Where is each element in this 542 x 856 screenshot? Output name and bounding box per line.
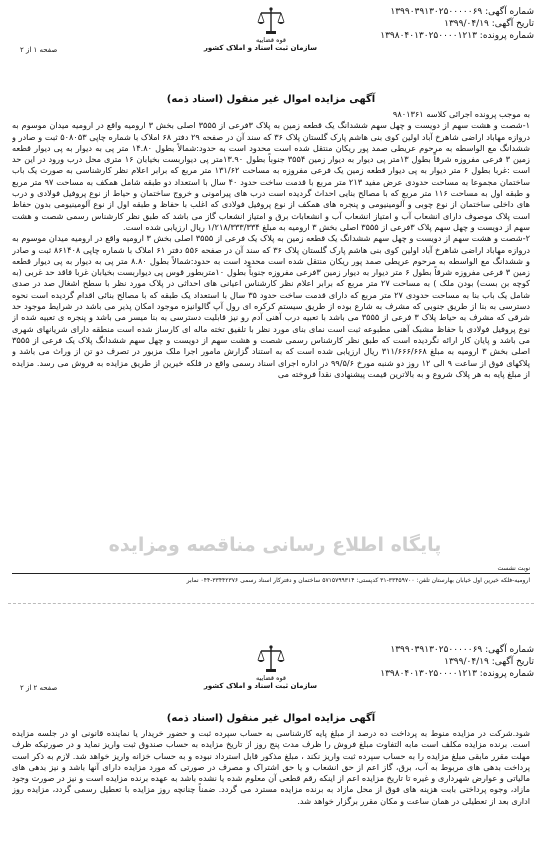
judiciary-logo xyxy=(203,6,317,53)
notice-body xyxy=(12,109,530,557)
notice-title: آگهی مزایده اموال غیر منقول (اسناد ذمه) xyxy=(166,713,376,724)
scales-of-justice-icon xyxy=(256,6,286,36)
judiciary-logo xyxy=(203,644,317,691)
notice-meta xyxy=(349,644,534,680)
case-reference: به موجب پرونده اجرائی کلاسه ۹۸۰۱۳۶۱ xyxy=(392,109,530,119)
case-number: شماره پرونده: ۱۳۹۸۰۴۰۱۳۰۲۵۰۰۰۰۱۲۱۳ xyxy=(380,31,534,41)
footer-address: ارومیه-فلکه خیرین اول خیابان بهارستان تلفن: ۳۳۴۵۹۷۰۰-۳۱ کدپستی: ۵۷۱۵۷۹۹۳۱۴ ساختمان و دفترکار اسناد رسمی ۳۳۴۴۲۳۷۶-۰۴۴ نمابر xyxy=(186,577,530,584)
notice-date: تاریخ آگهی: ۱۳۹۹/۰۴/۱۹ xyxy=(444,657,534,667)
page-number: صفحه ۱ از ۲ xyxy=(20,46,58,54)
auction-terms: شود.شرکت در مزایده منوط به پرداخت ده درصد از مبلغ پایه کارشناسی به حساب سپرده ثبت و حضور خریدار یا نماینده قانونی او در جلسه مزایده است. برنده مزایده مکلف است مابه التفاوت مبلغ فروش را ظرف مدت پنج روز از تاریخ مزایده به حساب صندوق ثبت واریز نماید و در صورتیکه ظرف مهلت مقرر مابقی مبلغ مزایده را به حساب سپرده ثبت واریز نکند ، مبلغ مذکور قابل استرداد نبوده و به حساب خزانه واریز خواهد شد. لازم به ذکر است پرداخت بدهی های مربوط به آب، برق، گاز اعم از حق انشعاب و یا حق اشتراک و مصرف در صورتی که مورد مزایده دارای آنها باشد و نیز بدهی های مالیاتی و عوارض شهرداری و غیره تا تاریخ مزایده اعم از اینکه رقم قطعی آن معلوم شده یا نشده باشد به عهده برنده مزایده است و نیز در صورت وجود مازاد، وجوه پرداختی بابت هزینه های فوق از محل مازاد به برنده مزایده مسترد می گردد. ضمناً چنانچه روز مزایده با تعطیل رسمی گردد، مزایده روز اداری بعد از تعطیلی در همان ساعت و مکان مقرر برگزار خواهد شد. xyxy=(12,728,530,806)
watermark: پایگاه اطلاع رسانی مناقصه ومزایده xyxy=(108,534,442,556)
logo-text: قوه قضاییه xyxy=(256,36,286,44)
property-item-2: ۲-شصت و هشت سهم از دویست و چهل سهم ششدانگ یک قطعه زمین به پلاک یک فرعی از ۳۵۵۵ اصلی بخش ۳ ارومیه واقع در ارومیه میدان موسوم به دروازه مهاباد اراضی شاهرخ آباد اولین کوی بنی هاشم پارک گلستان پلاک ۳۶ که سند آن در صفحه ۵۵۶ دفتر ۶۱ املاک با شماره چاپی ۸۶۱۴۰۸ ثبت و صادر و ششدانگ مع الواسطه به مرحوم عریطی صمد پور ریکان منتقل شده است محدود است به حدود:شمالاً بطول ۸.۸۰ متر پی به دیوار به پی دیوار قطعه زمین ۳ فرعی مفروزه شرقاً بطول ۶ متر دیوار به دیوار زمین ۳فرعی مفروزه جنوباً بطول ۱۰متربطور قوس پی دیواربست بخیابان غربا فاقد حد غربی (به کوچه بن بست) بودن ملک ) به مساحت ۲۷ متر مربع که برابر اعلام نظر کارشناس اعیانی های احداثی در پلاک مورد نظر با سطح اشغال صد در صدی شامل یک باب بنا به مساحت حدودی ۲۷ متر مربع که دارای قدمت ساخت حدود ۳۵ سال با استعداد یک طبقه که با مصالح بنائی اقدام گردیده است نحوه دسترسی به بنا از طریق جنوبی که مشرف به شارع بوده از طریق سیستم کرکره ای رول آپ گالوانیزه موجود امکان پذیر می باشد در شرایط موجود حد شرقی که مشرف به حیاط پلاک ۳ فرعی از ۳۵۵۵ می باشد با تعبیه درب آهنی آدم رو نیز قابلیت دسترسی به بنا میسر می باشد و پنجره ی تعبیه شده از نوع پروفیل فولادی با حفاظ مشبک آهنی مطبوعه ثبت است نمای بنای مورد نظر با تلفیق تخته ماله ای کارساز شده است منطقه دارای شریانهای شهری می باشد و پایان کار ارائه نگردیده است که طبق نظر کارشناس رسمی شصت و هشت سهم از دویست و چهل سهم ششدانگ پلاک یک فرعی از ۳۵۵۵ اصلی بخش ۳ ارومیه به مبلغ ۳۱۱/۶۶۶/۶۶۸ ریال ارزیابی شده است که به استناد گزارش مامور اجرا ملک مزبور در تصرف دو تن از وراث می باشد و پلاکهای فوق از ساعت ۹ الی ۱۲ روز دو شنبه مورخ ۹۹/۵/۶ در اداره اجرای اسناد رسمی واقع در فلکه خیرین از طریق مزایده به فروش می رسد. مزایده از مبلغ پایه به هر پلاک شروع و به بالاترین قیمت پیشنهادی نقداً فروخته می xyxy=(12,233,530,379)
logo-text: قوه قضاییه xyxy=(256,674,286,682)
logo-subtitle: سازمان ثبت اسناد و املاک کشور xyxy=(203,44,317,52)
footer-divider xyxy=(12,573,530,574)
notice-page-2 xyxy=(0,640,542,856)
notice-body xyxy=(12,728,530,856)
notice-date: تاریخ آگهی: ۱۳۹۹/۰۴/۱۹ xyxy=(444,19,534,29)
scales-of-justice-icon xyxy=(256,644,286,674)
notice-number: شماره آگهی: ۱۳۹۹۰۳۹۱۳۰۲۵۰۰۰۰۰۶۹ xyxy=(390,645,534,655)
footer-label: نوبت نشست xyxy=(497,565,530,572)
notice-meta xyxy=(349,6,534,42)
property-item-1: ۱-شصت و هشت سهم از دویست و چهل سهم ششدانگ یک قطعه زمین به پلاک ۳فرعی از ۳۵۵۵ اصلی بخش ۳ ارومیه واقع در ارومیه میدان موسوم به دروازه مهاباد اراضی شاهرخ آباد اولین کوی بنی هاشم پارک گلستان پلاک ۳۶ که سند آن در صفحه ۲۹ دفتر ۶۸ املاک با شماره چاپی ۵۰۸۰۵۳ ثبت و صادر و ششدانگ مع الواسطه به مرحوم عریطی صمد پور ریکان منتقل شده است محدود است به حدود:شمالاً بطول ۱۴.۸۰ متر پی به دیوار به پی دیوار قطعه زمین ۳ فرعی مفروزه شرقاً بطول ۱۳متر پی دیوار به دیوار زمین ۳۵۵۴ جنوباً بطول ۱۳.۹۰متر پی دیواربست بخیابان ۱۶ متری محل درب ورود در این حد است :غربا بطول ۶ متر دیوار به پی دیوار قطعه زمین یک فرعی مفروزه به مساحت ۱۳۱/۶۲ متر مربع که برابر اعلام نظر کارشناسی به صورت یک باب ساختمان مجموعا به مساحت حدودی عرض مفید ۲۱۳ متر مربع با قدمت ساخت حدود ۴۰ سال با استعداد دو طبقه شامل همکف به مساحت ۹۷ متر مربع و طبقه اول به مساحت ۱۱۶ متر مربع که با مصالح بنایی احداث گردیده است درب های پیرامونی و خروج ساختمان و حیاط از نوع پروفیل فولادی و درب های داخلی ساختمان از نوع چوبی و آلومینیومی و پنجره های همکف از نوع پروفیل فولادی که اغلب با حفاظ و طبقه اول از نوع آلومینیومی بدون حفاظ است پلاک موصوف دارای انشعاب آب و امتیاز انشعاب آب و انشعابات برق و امتیاز انشعاب گاز می باشد که طبق نظر کارشناس رسمی شصت و هشت سهم از دویست و چهل سهم پلاک ۳فرعی از ۳۵۵۵ اصلی بخش ۳ ارومیه به مبلغ ۱/۲۱۸/۳۳۳/۳۳۴ ریال ارزیابی شده است. xyxy=(12,120,530,232)
notice-number: شماره آگهی: ۱۳۹۹۰۳۹۱۳۰۲۵۰۰۰۰۰۶۹ xyxy=(390,7,534,17)
logo-subtitle: سازمان ثبت اسناد و املاک کشور xyxy=(203,682,317,690)
case-number: شماره پرونده: ۱۳۹۸۰۴۰۱۳۰۲۵۰۰۰۰۱۲۱۳ xyxy=(380,669,534,679)
page-separator xyxy=(8,603,534,634)
notice-title: آگهی مزایده اموال غیر منقول (اسناد ذمه) xyxy=(166,94,376,105)
page-number: صفحه ۲ از ۲ xyxy=(20,684,58,692)
